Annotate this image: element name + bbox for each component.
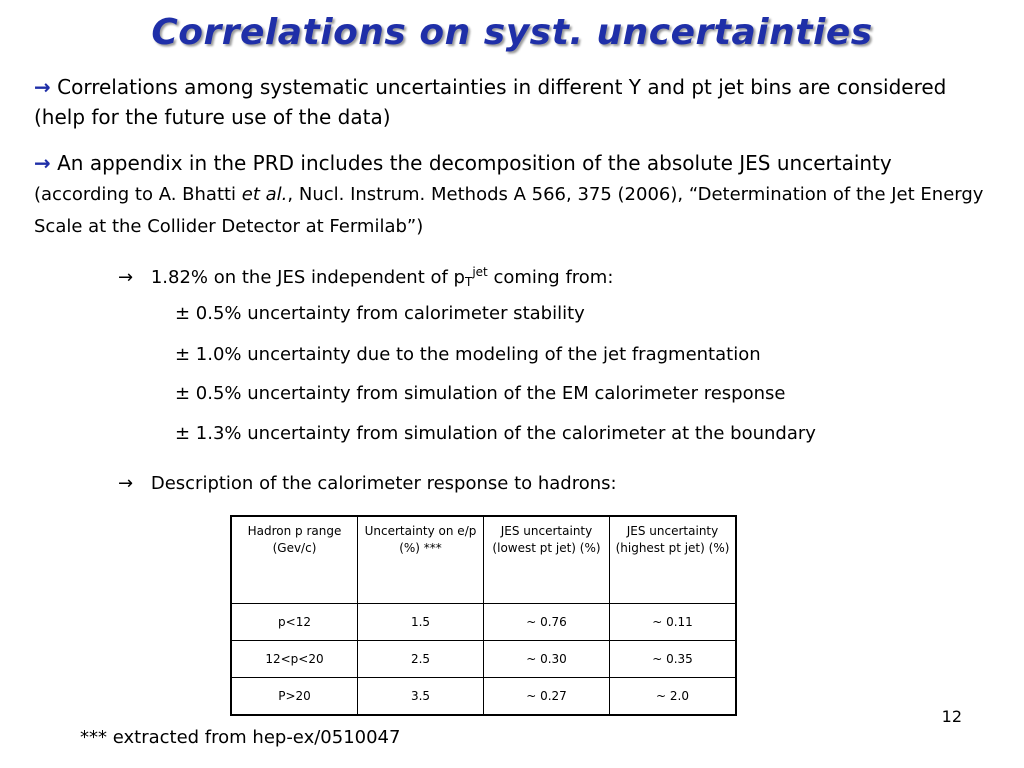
uncertainty-item: ± 0.5% uncertainty from simulation of the EM calorimeter response	[175, 383, 786, 404]
paragraph-appendix-text: An appendix in the PRD includes the decomposition of the absolute JES uncertainty	[57, 151, 892, 175]
table-cell: 12<p<20	[231, 641, 358, 678]
table-row	[231, 678, 736, 716]
uncertainty-item: ± 1.3% uncertainty from simulation of the calorimeter at the boundary	[175, 423, 816, 444]
jes-superscript: jet	[472, 265, 488, 279]
arrow-icon: →	[118, 267, 134, 288]
table-header-cell: JES uncertainty (highest pt jet) (%)	[610, 516, 737, 604]
table-cell: ~ 0.30	[484, 641, 610, 678]
uncertainty-item: ± 1.0% uncertainty due to the modeling of the jet fragmentation	[175, 344, 761, 365]
jes-subscript: T	[464, 275, 473, 289]
table-cell: ~ 0.35	[610, 641, 737, 678]
description-bullet-text: Description of the calorimeter response to hadrons:	[150, 473, 617, 494]
arrow-icon: →	[34, 151, 51, 175]
table-cell: ~ 0.76	[484, 604, 610, 641]
table-header-cell: Uncertainty on e/p (%) ***	[358, 516, 484, 604]
table-cell: ~ 0.11	[610, 604, 737, 641]
reference-italic: et al.	[241, 184, 288, 205]
reference-rest: , Nucl. Instrum. Methods A 566, 375 (2006), “Determination of the Jet Energy Scale at the Collider Detector at Fermilab”)	[34, 184, 984, 237]
arrow-icon: →	[118, 473, 134, 494]
table-cell: p<12	[231, 604, 358, 641]
jes-bullet	[118, 260, 613, 294]
table-header-row	[231, 516, 736, 604]
description-bullet	[118, 472, 617, 496]
table-cell: 3.5	[358, 678, 484, 716]
hadron-response-table	[230, 515, 737, 716]
table-row	[231, 604, 736, 641]
table-row	[231, 641, 736, 678]
table-header-cell: Hadron p range (Gev/c)	[231, 516, 358, 604]
table-cell: ~ 2.0	[610, 678, 737, 716]
table-cell: 2.5	[358, 641, 484, 678]
slide-title: Correlations on syst. uncertainties	[151, 12, 873, 53]
table-cell: P>20	[231, 678, 358, 716]
page-number: 12	[941, 707, 962, 726]
paragraph-appendix	[34, 148, 984, 242]
arrow-icon: →	[34, 75, 51, 99]
uncertainty-item: ± 0.5% uncertainty from calorimeter stability	[175, 303, 585, 324]
table-cell: ~ 0.27	[484, 678, 610, 716]
paragraph-correlations	[34, 72, 984, 132]
jes-bullet-text: 1.82% on the JES independent of p	[150, 267, 465, 288]
footnote: *** extracted from hep-ex/0510047	[80, 727, 401, 748]
paragraph-correlations-text: Correlations among systematic uncertainties in different Y and pt jet bins are considered (help for the future use of the data)	[34, 75, 947, 129]
table-cell: 1.5	[358, 604, 484, 641]
reference-open: (according to A. Bhatti	[34, 184, 242, 205]
table-header-cell: JES uncertainty (lowest pt jet) (%)	[484, 516, 610, 604]
jes-bullet-text-after: coming from:	[487, 267, 614, 288]
